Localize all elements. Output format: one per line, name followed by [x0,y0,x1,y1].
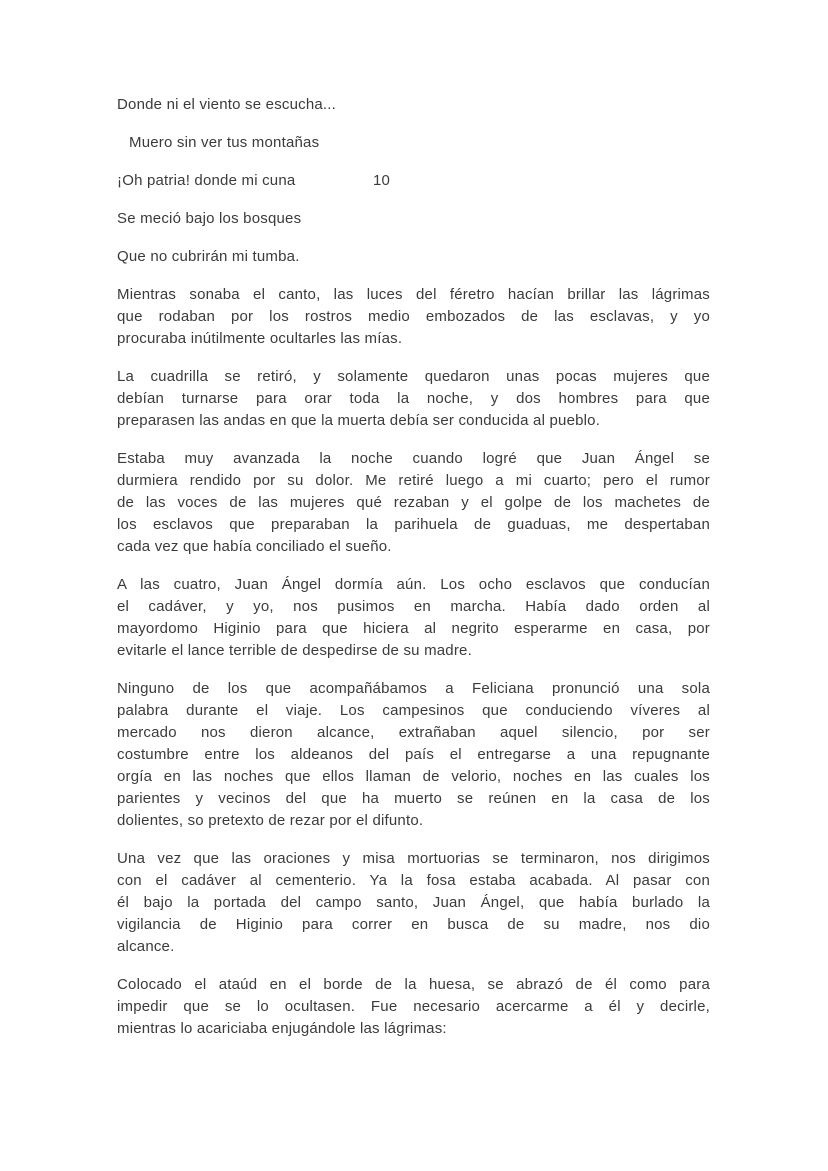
paragraph-7 [117,974,710,1040]
paragraph-line: Una vez que las oraciones y misa mortuorias se terminaron, nos dirigimos [117,850,710,867]
paragraph-line: preparasen las andas en que la muerta debía ser conducida al pueblo. [117,412,601,429]
verse-line-4: Se meció bajo los bosques [117,210,302,227]
paragraph-line: impedir que se lo ocultasen. Fue necesario acercarme a él y decirle, [117,998,710,1015]
paragraph-6 [117,848,710,958]
paragraph-1 [117,284,710,350]
paragraph-line: parientes y vecinos del que ha muerto se reúnen en la casa de los [117,790,710,807]
paragraph-line: el cadáver, y yo, nos pusimos en marcha. Había dado orden al [117,598,710,615]
paragraph-line: Estaba muy avanzada la noche cuando logré que Juan Ángel se [117,450,710,467]
paragraph-line: Colocado el ataúd en el borde de la huesa, se abrazó de él como para [117,976,710,993]
paragraph-line: mientras lo acariciaba enjugándole las lágrimas: [117,1020,447,1037]
paragraph-line: Ninguno de los que acompañábamos a Feliciana pronunció una sola [117,680,710,697]
paragraph-line: los esclavos que preparaban la parihuela de guaduas, me despertaban [117,516,710,533]
paragraph-2 [117,366,710,432]
paragraph-line: de las voces de las mujeres qué rezaban y el golpe de los machetes de [117,494,710,511]
paragraph-line: mayordomo Higinio para que hiciera al negrito esperarme en casa, por [117,620,710,637]
paragraph-line: mercado nos dieron alcance, extrañaban aquel silencio, por ser [117,724,710,741]
verse-line-3 [117,170,710,192]
paragraph-line: Mientras sonaba el canto, las luces del féretro hacían brillar las lágrimas [117,286,710,303]
paragraph-3 [117,448,710,558]
verse-line-1: Donde ni el viento se escucha... [117,96,337,113]
paragraph-line: procuraba inútilmente ocultarles las mías. [117,330,403,347]
paragraph-line: La cuadrilla se retiró, y solamente quedaron unas pocas mujeres que [117,368,710,385]
paragraph-line: evitarle el lance terrible de despedirse de su madre. [117,642,472,659]
verse-block [117,94,710,268]
paragraph-line: dolientes, so pretexto de rezar por el difunto. [117,812,424,829]
paragraph-line: palabra durante el viaje. Los campesinos que conduciendo víveres al [117,702,710,719]
paragraph-5 [117,678,710,832]
paragraph-4 [117,574,710,662]
paragraph-line: orgía en las noches que ellos llaman de velorio, noches en las cuales los [117,768,710,785]
paragraph-line: cada vez que había conciliado el sueño. [117,538,392,555]
verse-line-5: Que no cubrirán mi tumba. [117,248,300,265]
verse-line-number: 10 [373,172,391,189]
text-block [117,94,710,1040]
paragraph-line: vigilancia de Higinio para correr en busca de su madre, nos dio [117,916,710,933]
verse-line-2: Muero sin ver tus montañas [129,134,320,151]
verse-line-text: ¡Oh patria! donde mi cuna [117,172,296,189]
paragraph-line: alcance. [117,938,175,955]
paragraph-line: costumbre entre los aldeanos del país el entregarse a una repugnante [117,746,710,763]
paragraph-line: que rodaban por los rostros medio embozados de las esclavas, y yo [117,308,710,325]
paragraph-line: A las cuatro, Juan Ángel dormía aún. Los ocho esclavos que conducían [117,576,710,593]
paragraph-line: con el cadáver al cementerio. Ya la fosa estaba acabada. Al pasar con [117,872,710,889]
paragraph-line: debían turnarse para orar toda la noche, y dos hombres para que [117,390,710,407]
paragraph-line: él bajo la portada del campo santo, Juan Ángel, que había burlado la [117,894,710,911]
paragraph-line: durmiera rendido por su dolor. Me retiré luego a mi cuarto; pero el rumor [117,472,710,489]
